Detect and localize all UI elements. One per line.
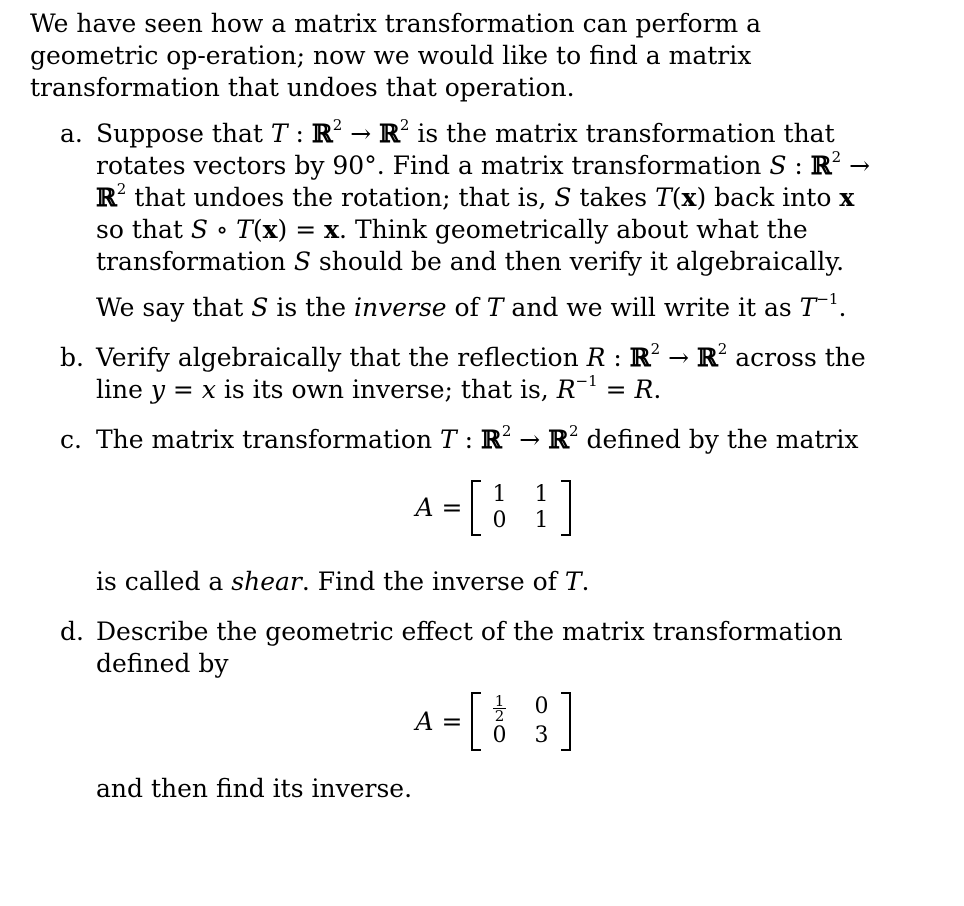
part-a-text: Suppose that T : ℝ$^2$ → ℝ$^2$ is the matrix transformation that rotates vectors by 90°. Find a matrix transformation S : ℝ$^2$ → ℝ$^2$ that undoes the rotation; that is, S takes T(x) back into x so that S ∘ T(x) = x. Think geometrically about what the transformation S should be and then verify it algebraically. — [96, 116, 871, 276]
shear-matrix-equation: A = 1 1 0 1 — [96, 480, 890, 536]
part-d — [30, 616, 890, 805]
part-c-label: c. — [60, 425, 82, 454]
part-b-label: b. — [60, 343, 84, 372]
intro-paragraph: We have seen how a matrix transformation can perform a geometric op-eration; now we would like to find a matrix transformation that undoes that operation. — [30, 9, 762, 102]
part-a-note: We say that S is the inverse of T and we will write it as $T^{-1}$. — [96, 290, 847, 322]
shear-matrix: 1 1 0 1 — [471, 480, 571, 536]
part-d-label: d. — [60, 617, 84, 646]
problem-page — [30, 8, 890, 805]
part-c-text: The matrix transformation T : ℝ$^2$ → ℝ$^2$ defined by the matrix — [96, 422, 859, 454]
part-d-text: Describe the geometric effect of the matrix transformation defined by — [96, 617, 843, 678]
part-a — [30, 118, 890, 324]
part-c — [30, 424, 890, 598]
scaling-matrix-equation: A = $\frac{1}{2}$ 0 0 3 — [96, 692, 890, 751]
part-c-after: is called a shear. Find the inverse of T. — [96, 567, 590, 596]
part-d-after: and then find its inverse. — [96, 774, 413, 803]
part-b-text: Verify algebraically that the reflection R : ℝ$^2$ → ℝ$^2$ across the line y = x is its own inverse; that is, $R^{-1} = R$. — [96, 340, 866, 404]
scaling-matrix: $\frac{1}{2}$ 0 0 3 — [471, 692, 571, 751]
part-b — [30, 342, 890, 406]
part-a-label: a. — [60, 119, 83, 148]
